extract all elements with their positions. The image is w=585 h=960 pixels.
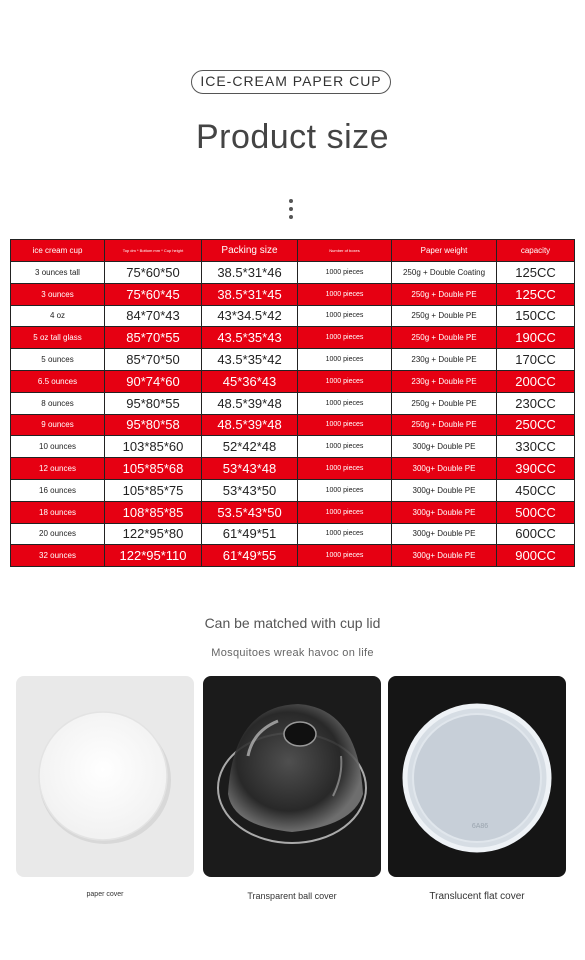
table-row — [11, 305, 575, 327]
cell-capacity: 150CC — [497, 305, 575, 327]
cell-capacity: 125CC — [497, 262, 575, 284]
cell-dims: 84*70*43 — [105, 305, 202, 327]
cell-dims: 95*80*55 — [105, 392, 202, 414]
cell-cup: 10 ounces — [11, 436, 105, 458]
table-row — [11, 392, 575, 414]
cell-capacity: 190CC — [497, 327, 575, 349]
cell-capacity: 330CC — [497, 436, 575, 458]
transparent-ball-cover-image — [203, 676, 381, 877]
cell-packing: 53.5*43*50 — [202, 501, 298, 523]
cell-cup: 16 ounces — [11, 479, 105, 501]
cell-boxes: 1000 pieces — [298, 262, 392, 284]
cell-cup: 5 oz tall glass — [11, 327, 105, 349]
cell-dims: 122*95*110 — [105, 545, 202, 567]
cell-paper: 250g + Double PE — [392, 392, 497, 414]
cell-dims: 105*85*68 — [105, 458, 202, 480]
cell-dims: 85*70*55 — [105, 327, 202, 349]
table-row — [11, 262, 575, 284]
cell-packing: 43.5*35*43 — [202, 327, 298, 349]
cell-dims: 75*60*50 — [105, 262, 202, 284]
cell-paper: 300g+ Double PE — [392, 458, 497, 480]
table-row — [11, 523, 575, 545]
cell-paper: 300g+ Double PE — [392, 545, 497, 567]
table-header-row — [11, 240, 575, 262]
cell-boxes: 1000 pieces — [298, 501, 392, 523]
cell-capacity: 450CC — [497, 479, 575, 501]
cell-capacity: 500CC — [497, 501, 575, 523]
cell-cup: 6.5 ounces — [11, 370, 105, 392]
cell-paper: 250g + Double PE — [392, 414, 497, 436]
table-row — [11, 479, 575, 501]
cell-dims: 90*74*60 — [105, 370, 202, 392]
cell-dims: 103*85*60 — [105, 436, 202, 458]
cell-capacity: 390CC — [497, 458, 575, 480]
cell-paper: 230g + Double PE — [392, 349, 497, 371]
cell-capacity: 170CC — [497, 349, 575, 371]
cell-boxes: 1000 pieces — [298, 523, 392, 545]
translucent-flat-cover-caption: Translucent flat cover — [429, 891, 525, 902]
cell-dims: 95*80*58 — [105, 414, 202, 436]
table-row — [11, 501, 575, 523]
header-capacity: capacity — [497, 240, 575, 262]
table-row — [11, 414, 575, 436]
lid-heading: Can be matched with cup lid — [204, 615, 381, 631]
cell-boxes: 1000 pieces — [298, 458, 392, 480]
table-row — [11, 283, 575, 305]
cell-packing: 45*36*43 — [202, 370, 298, 392]
cell-packing: 48.5*39*48 — [202, 414, 298, 436]
cell-cup: 5 ounces — [11, 349, 105, 371]
cell-paper: 250g + Double PE — [392, 327, 497, 349]
cell-packing: 61*49*55 — [202, 545, 298, 567]
cell-cup: 20 ounces — [11, 523, 105, 545]
cell-paper: 230g + Double PE — [392, 370, 497, 392]
cell-capacity: 900CC — [497, 545, 575, 567]
cell-boxes: 1000 pieces — [298, 349, 392, 371]
header-dimensions: Top dm * Bottom mm * Cup height — [105, 240, 202, 262]
cell-dims: 108*85*85 — [105, 501, 202, 523]
header-cup: ice cream cup — [11, 240, 105, 262]
cell-boxes: 1000 pieces — [298, 305, 392, 327]
table-row — [11, 370, 575, 392]
header-paper-weight: Paper weight — [392, 240, 497, 262]
paper-cover-image — [16, 676, 194, 877]
cell-boxes: 1000 pieces — [298, 436, 392, 458]
cell-boxes: 1000 pieces — [298, 392, 392, 414]
cell-capacity: 125CC — [497, 283, 575, 305]
cell-capacity: 200CC — [497, 370, 575, 392]
cell-paper: 250g + Double PE — [392, 305, 497, 327]
cell-dims: 105*85*75 — [105, 479, 202, 501]
cell-packing: 43.5*35*42 — [202, 349, 298, 371]
cell-paper: 300g+ Double PE — [392, 436, 497, 458]
cell-cup: 12 ounces — [11, 458, 105, 480]
cell-boxes: 1000 pieces — [298, 327, 392, 349]
cell-packing: 53*43*48 — [202, 458, 298, 480]
cell-paper: 250g + Double PE — [392, 283, 497, 305]
cell-capacity: 230CC — [497, 392, 575, 414]
cell-cup: 32 ounces — [11, 545, 105, 567]
cell-boxes: 1000 pieces — [298, 370, 392, 392]
cell-paper: 300g+ Double PE — [392, 501, 497, 523]
cell-packing: 53*43*50 — [202, 479, 298, 501]
cell-paper: 250g + Double Coating — [392, 262, 497, 284]
cell-packing: 52*42*48 — [202, 436, 298, 458]
cell-packing: 43*34.5*42 — [202, 305, 298, 327]
cell-capacity: 600CC — [497, 523, 575, 545]
cell-cup: 9 ounces — [11, 414, 105, 436]
cell-paper: 300g+ Double PE — [392, 523, 497, 545]
paper-cover-caption: paper cover — [86, 891, 124, 898]
category-pill: ICE-CREAM PAPER CUP — [191, 70, 391, 94]
lid-subheading: Mosquitoes wreak havoc on life — [211, 647, 374, 659]
cell-packing: 61*49*51 — [202, 523, 298, 545]
cell-cup: 18 ounces — [11, 501, 105, 523]
cell-cup: 3 ounces — [11, 283, 105, 305]
cell-packing: 38.5*31*45 — [202, 283, 298, 305]
cell-cup: 8 ounces — [11, 392, 105, 414]
translucent-flat-cover-image — [388, 676, 566, 877]
cell-cup: 4 oz — [11, 305, 105, 327]
cell-boxes: 1000 pieces — [298, 479, 392, 501]
cell-packing: 48.5*39*48 — [202, 392, 298, 414]
table-row — [11, 349, 575, 371]
table-row — [11, 458, 575, 480]
cell-boxes: 1000 pieces — [298, 283, 392, 305]
cell-boxes: 1000 pieces — [298, 414, 392, 436]
cell-dims: 122*95*80 — [105, 523, 202, 545]
product-size-table — [10, 239, 575, 567]
transparent-ball-cover-caption: Transparent ball cover — [247, 891, 337, 901]
cell-dims: 85*70*50 — [105, 349, 202, 371]
cell-packing: 38.5*31*46 — [202, 262, 298, 284]
table-row — [11, 545, 575, 567]
table-row — [11, 327, 575, 349]
cell-paper: 300g+ Double PE — [392, 479, 497, 501]
page-title: Product size — [195, 118, 390, 156]
vertical-dots-icon — [289, 199, 294, 223]
header-boxes: Number of boxes — [298, 240, 392, 262]
table-row — [11, 436, 575, 458]
cell-boxes: 1000 pieces — [298, 545, 392, 567]
header-packing: Packing size — [202, 240, 298, 262]
lid-stamp-text: 6A86 — [471, 823, 489, 830]
cell-cup: 3 ounces tall — [11, 262, 105, 284]
cell-dims: 75*60*45 — [105, 283, 202, 305]
cell-capacity: 250CC — [497, 414, 575, 436]
